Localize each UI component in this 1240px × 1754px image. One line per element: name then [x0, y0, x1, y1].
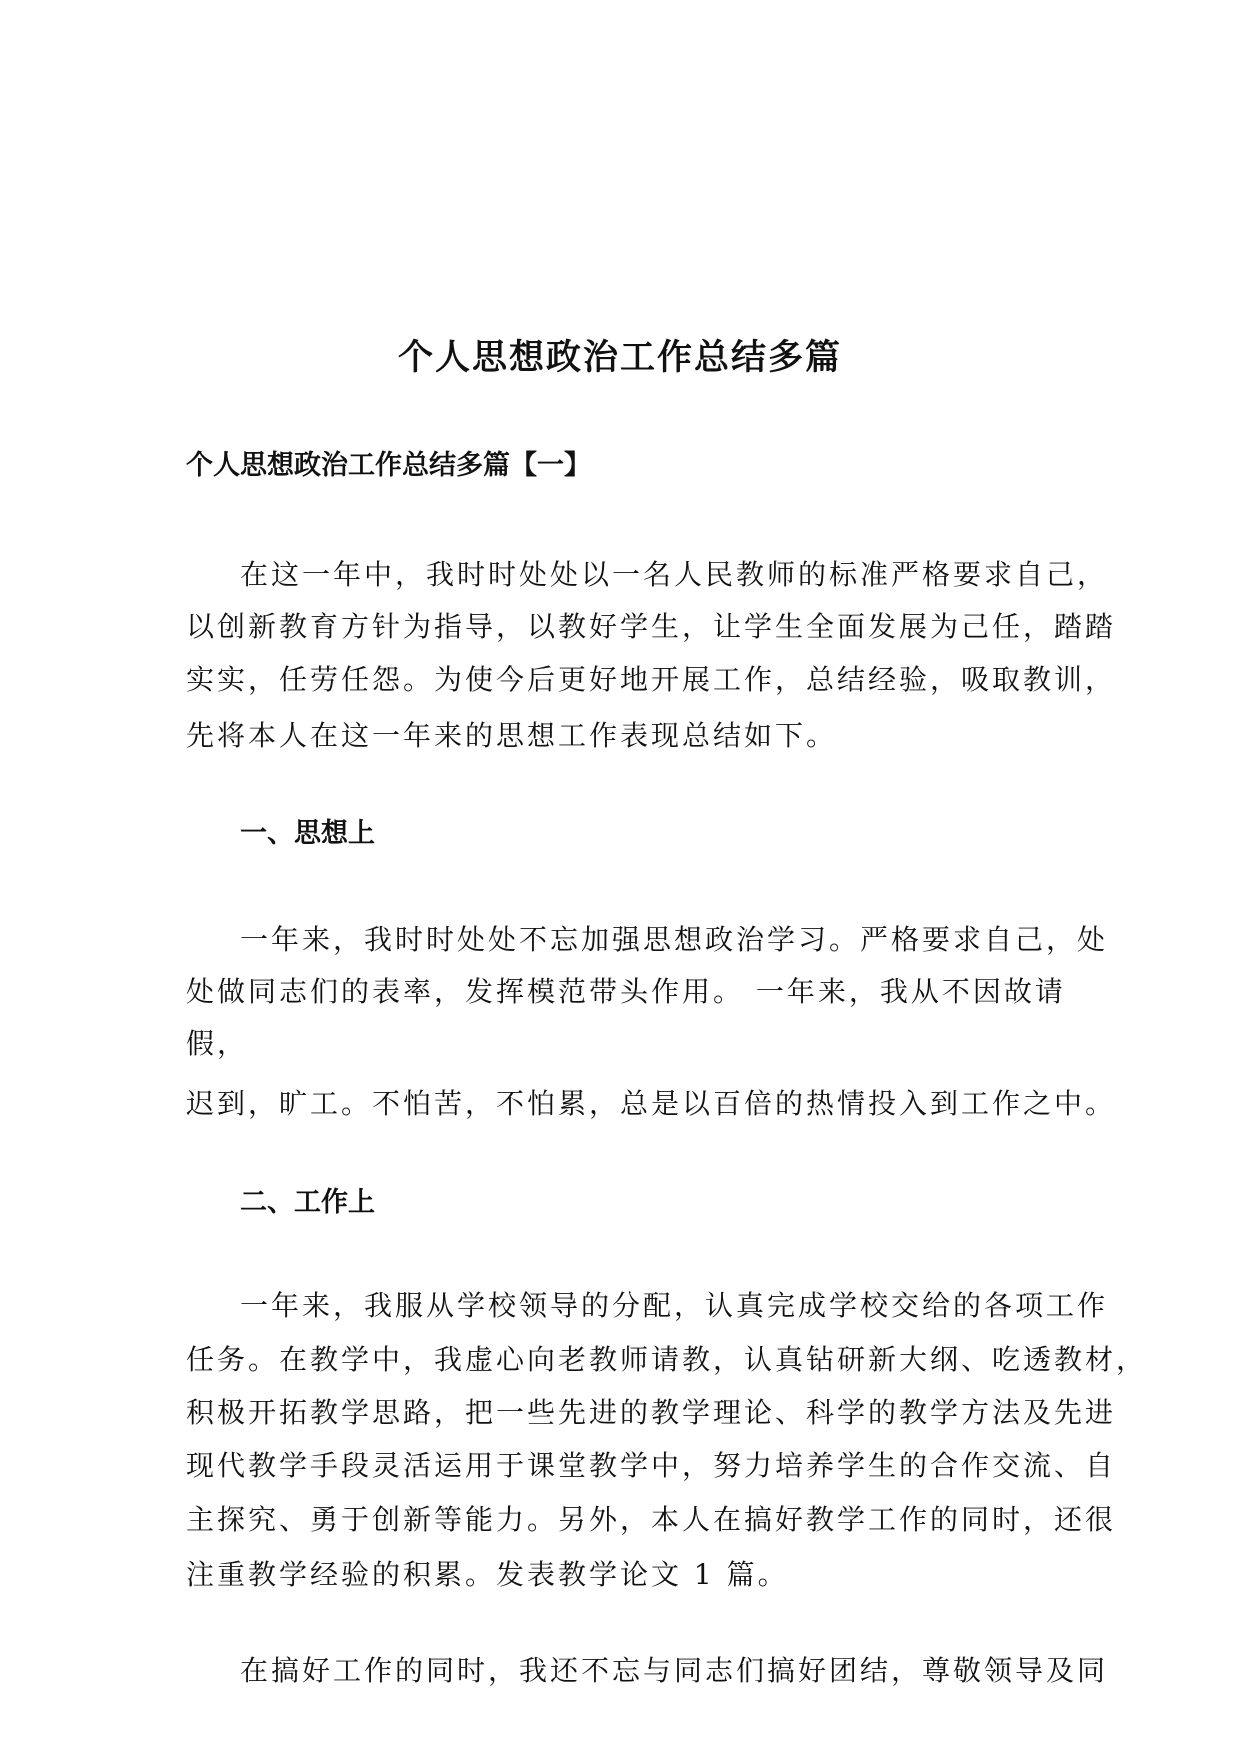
paragraph-line: 实实，任劳任怨。为使今后更好地开展工作，总结经验，吸取教训，	[186, 663, 1117, 696]
paragraph-line: 一年来，我服从学校领导的分配，认真完成学校交给的各项工作	[240, 1289, 1109, 1322]
paragraph-line: 在这一年中，我时时处处以一名人民教师的标准严格要求自己，	[240, 558, 1109, 591]
subheading-thought: 一、思想上	[240, 818, 375, 849]
paragraph-line: 现代教学手段灵活运用于课堂教学中，努力培养学生的合作交流、自	[186, 1449, 1117, 1482]
paragraph-line: 在搞好工作的同时，我还不忘与同志们搞好团结，尊敬领导及同	[240, 1654, 1109, 1687]
paragraph-line: 一年来，我时时处处不忘加强思想政治学习。严格要求自己，处	[240, 923, 1109, 956]
paragraph-line: 积极开拓教学思路，把一些先进的教学理论、科学的教学方法及先进	[186, 1396, 1117, 1429]
paragraph-line: 假，	[186, 1027, 249, 1060]
paragraph-line: 任务。在教学中，我虚心向老教师请教，认真钻研新大纲、吃透教材，	[186, 1343, 1148, 1376]
paragraph-line: 先将本人在这一年来的思想工作表现总结如下。	[186, 719, 838, 752]
paragraph-line: 以创新教育方针为指导，以教好学生，让学生全面发展为己任，踏踏	[186, 610, 1117, 643]
paragraph-line: 处做同志们的表率，发挥模范带头作用。 一年来，我从不因故请	[186, 975, 1066, 1008]
paragraph-line: 注重教学经验的积累。发表教学论文 1 篇。	[186, 1558, 789, 1591]
document-title: 个人思想政治工作总结多篇	[397, 337, 842, 378]
paragraph-line: 主探究、勇于创新等能力。另外，本人在搞好教学工作的同时，还很	[186, 1503, 1117, 1536]
subheading-work: 二、工作上	[240, 1187, 375, 1218]
section-title: 个人思想政治工作总结多篇【一】	[186, 450, 591, 481]
paragraph-line: 迟到，旷工。不怕苦，不怕累，总是以百倍的热情投入到工作之中。	[186, 1087, 1117, 1120]
